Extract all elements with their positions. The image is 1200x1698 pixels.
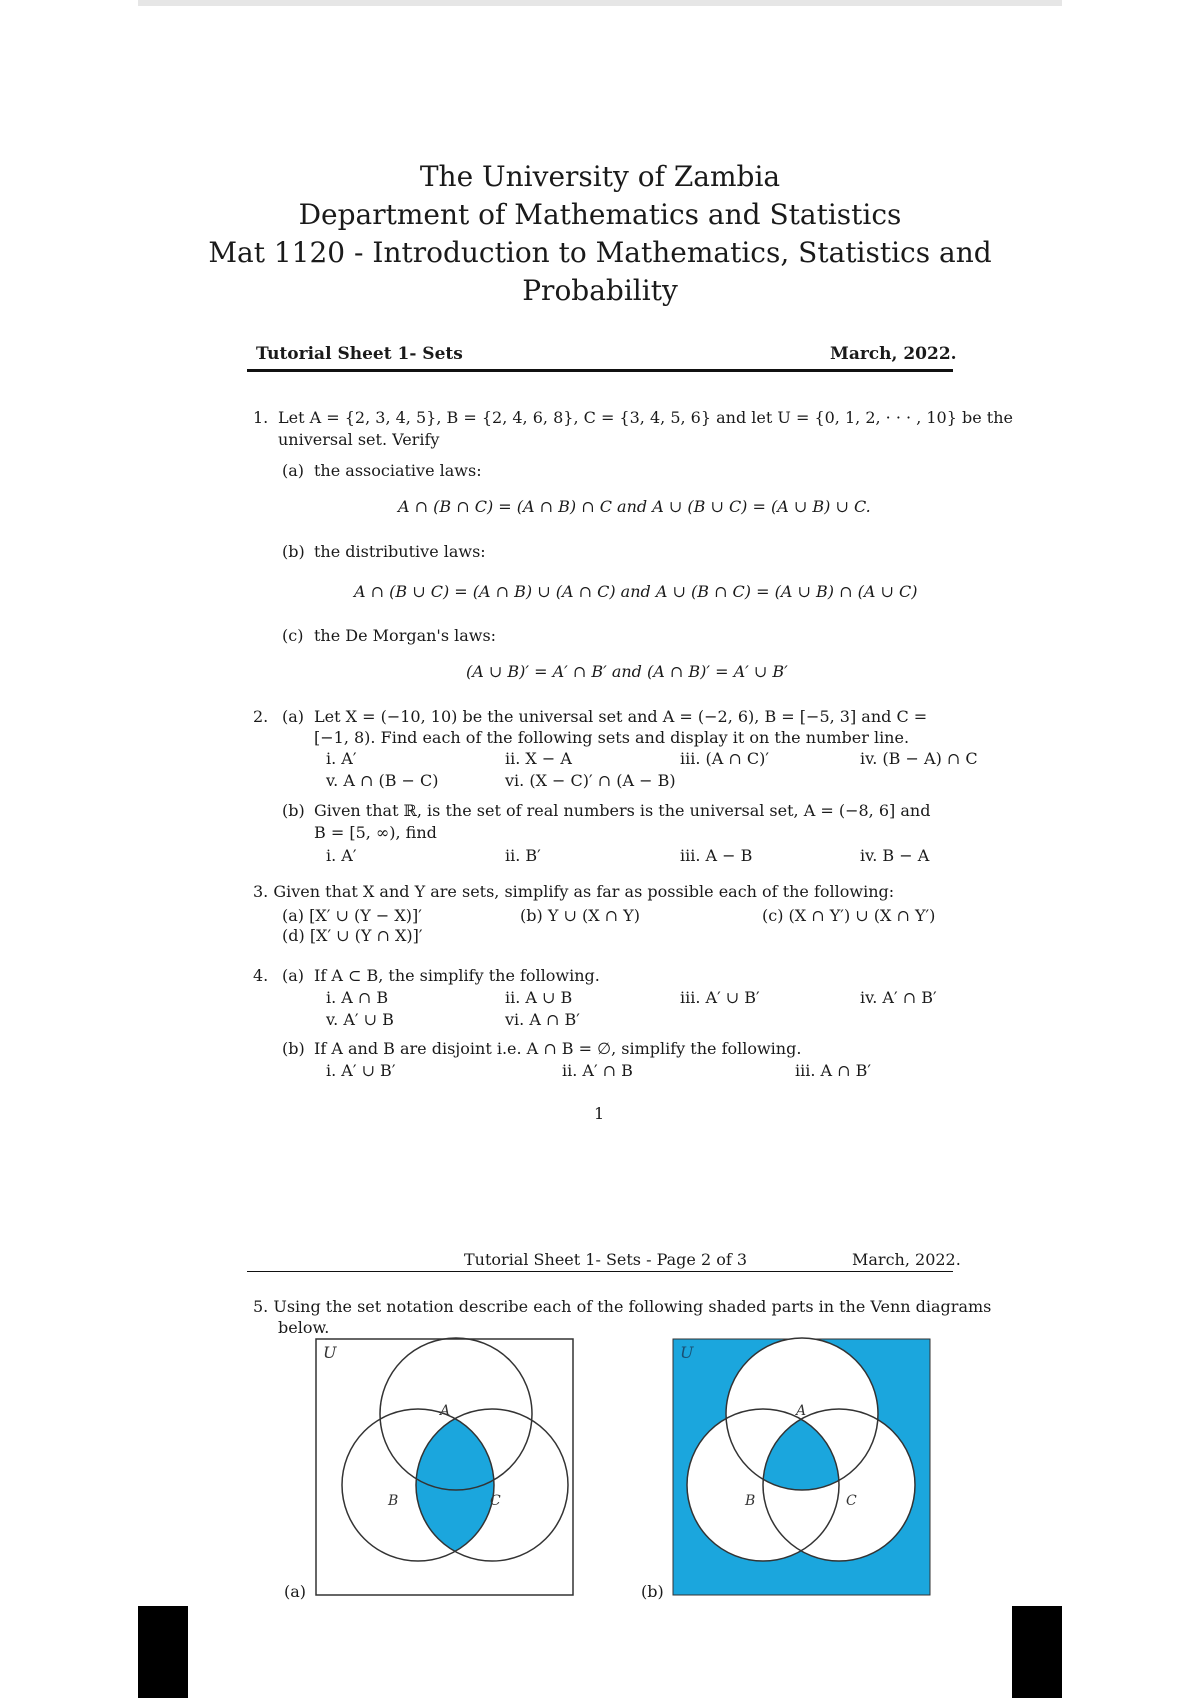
q1-number: 1. — [253, 408, 269, 427]
q1-line2: universal set. Verify — [278, 430, 440, 449]
q2a-item: iii. (A ∩ C)′ — [680, 749, 770, 768]
course-title: Mat 1120 - Introduction to Mathematics, Statistics and — [208, 236, 992, 269]
bottom-right-block — [1012, 1606, 1062, 1698]
q3-text: 3. Given that X and Y are sets, simplify as far as possible each of the following: — [253, 882, 895, 901]
q4b-item: ii. A′ ∩ B — [562, 1061, 633, 1080]
q4a-item: ii. A ∪ B — [505, 988, 573, 1007]
q1b-equation: A ∩ (B ∪ C) = (A ∩ B) ∪ (A ∩ C) and A ∪ (B ∩ C) = (A ∪ B) ∩ (A ∪ C) — [354, 582, 918, 601]
q1c-text: the De Morgan's laws: — [314, 626, 497, 645]
venn-diagram-a — [316, 1338, 573, 1595]
q4a-item: i. A ∩ B — [326, 988, 389, 1007]
q5-line1: 5. Using the set notation describe each of the following shaded parts in the Venn diagrams — [253, 1297, 992, 1316]
q4a-item: iv. A′ ∩ B′ — [860, 988, 937, 1007]
label-c: C — [490, 1493, 501, 1509]
q1a-equation: A ∩ (B ∩ C) = (A ∩ B) ∩ C and A ∪ (B ∪ C) = (A ∪ B) ∪ C. — [398, 497, 871, 516]
q4b-item: i. A′ ∪ B′ — [326, 1061, 396, 1080]
page-number: 1 — [594, 1104, 605, 1123]
label-c: C — [846, 1493, 857, 1509]
q4a-item: vi. A ∩ B′ — [505, 1010, 580, 1029]
q1-line1: Let A = {2, 3, 4, 5}, B = {2, 4, 6, 8}, C = {3, 4, 5, 6} and let U = {0, 1, 2, · · · , 10} be the — [278, 408, 1013, 427]
university-name: The University of Zambia — [419, 160, 781, 193]
q3-item: (c) (X ∩ Y′) ∪ (X ∩ Y′) — [762, 906, 936, 925]
q1b-label: (b) — [282, 542, 305, 561]
q4b-label: (b) — [282, 1039, 305, 1058]
q2a-item: vi. (X − C)′ ∩ (A − B) — [505, 771, 676, 790]
label-a: A — [796, 1403, 807, 1419]
q2a-line2: [−1, 8). Find each of the following sets and display it on the number line. — [314, 728, 910, 747]
running-header: Tutorial Sheet 1- Sets - Page 2 of 3 — [464, 1250, 748, 1269]
label-b: B — [388, 1493, 399, 1509]
q2-number: 2. — [253, 707, 269, 726]
q1c-equation: (A ∪ B)′ = A′ ∩ B′ and (A ∩ B)′ = A′ ∪ B′ — [466, 662, 788, 681]
q5-line2: below. — [278, 1318, 330, 1337]
q1b-text: the distributive laws: — [314, 542, 486, 561]
bottom-left-block — [138, 1606, 188, 1698]
q1c-label: (c) — [282, 626, 304, 645]
universe-label-b: U — [680, 1343, 694, 1362]
q3-item: (a) [X′ ∪ (Y − X)]′ — [282, 906, 422, 925]
q4a-text: If A ⊂ B, the simplify the following. — [314, 966, 600, 985]
q2a-item: i. A′ — [326, 749, 357, 768]
q4-number: 4. — [253, 966, 269, 985]
label-b: B — [745, 1493, 756, 1509]
q4b-item: iii. A ∩ B′ — [795, 1061, 872, 1080]
sheet-title: Tutorial Sheet 1- Sets — [256, 344, 463, 364]
q2b-item: i. A′ — [326, 846, 357, 865]
universe-label-a: U — [323, 1343, 337, 1362]
q2b-line2: B = [5, ∞), find — [314, 823, 437, 842]
venn-caption-b: (b) — [641, 1582, 664, 1601]
running-header-date: March, 2022. — [852, 1250, 961, 1269]
q2a-line1: Let X = (−10, 10) be the universal set and A = (−2, 6), B = [−5, 3] and C = — [314, 707, 928, 726]
q2a-item: v. A ∩ (B − C) — [326, 771, 439, 790]
course-title-cont: Probability — [522, 274, 678, 307]
label-a: A — [440, 1403, 451, 1419]
q2b-item: ii. B′ — [505, 846, 541, 865]
q2b-label: (b) — [282, 801, 305, 820]
q2a-item: iv. (B − A) ∩ C — [860, 749, 978, 768]
department-name: Department of Mathematics and Statistics — [298, 198, 902, 231]
q3-item: (b) Y ∪ (X ∩ Y) — [520, 906, 640, 925]
q2a-label: (a) — [282, 707, 305, 726]
venn-caption-a: (a) — [284, 1582, 307, 1601]
q1a-label: (a) — [282, 461, 305, 480]
q4b-text: If A and B are disjoint i.e. A ∩ B = ∅, simplify the following. — [314, 1039, 802, 1058]
sheet-date: March, 2022. — [830, 344, 957, 364]
q2b-item: iv. B − A — [860, 846, 930, 865]
q4a-item: iii. A′ ∪ B′ — [680, 988, 760, 1007]
q3-item: (d) [X′ ∪ (Y ∩ X)]′ — [282, 926, 423, 945]
q4a-label: (a) — [282, 966, 305, 985]
q1a-text: the associative laws: — [314, 461, 482, 480]
q4a-item: v. A′ ∪ B — [326, 1010, 394, 1029]
venn-diagram-b — [673, 1338, 930, 1595]
q2a-item: ii. X − A — [505, 749, 572, 768]
q2b-line1: Given that ℝ, is the set of real numbers is the universal set, A = (−8, 6] and — [314, 801, 931, 820]
q2b-item: iii. A − B — [680, 846, 753, 865]
